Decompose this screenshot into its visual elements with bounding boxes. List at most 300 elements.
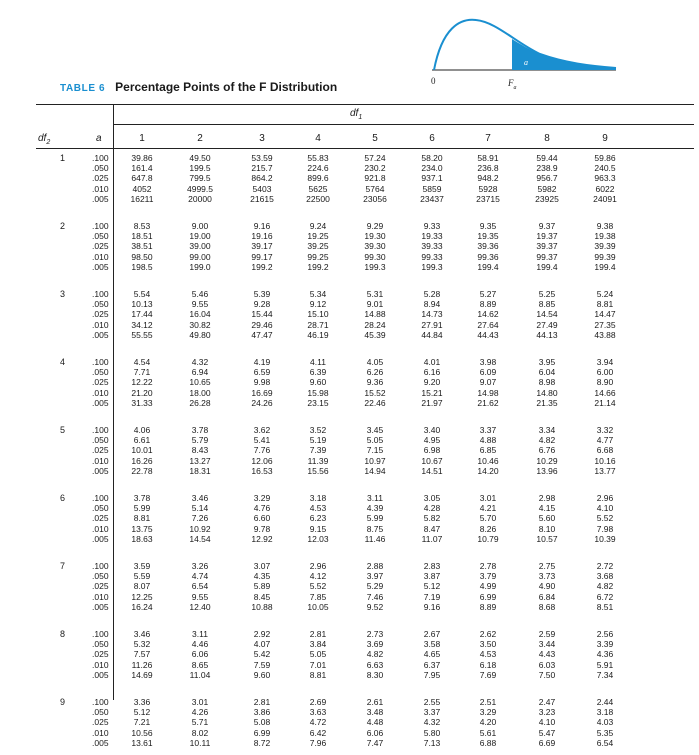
- table-cell-column: [584, 629, 626, 680]
- table-cell-column: [297, 289, 339, 340]
- table-cell: 2.78: [479, 561, 497, 571]
- table-cell: 31.33: [131, 397, 153, 408]
- table-cell-column: [526, 425, 568, 476]
- table-cell: 3.40: [423, 425, 441, 435]
- table-cell: 3.78: [133, 493, 151, 503]
- table-cell: 10.67: [421, 455, 443, 466]
- table-cell: 5.32: [133, 639, 151, 650]
- table-cell: 4.48: [366, 717, 384, 728]
- table-cell: 2.81: [309, 629, 327, 639]
- table-cell: 39.37: [536, 241, 558, 252]
- table-cell: 38.51: [131, 241, 153, 252]
- table-cell: 199.4: [536, 261, 558, 272]
- table-cell: 2.96: [309, 561, 327, 571]
- table-cell: 19.38: [594, 231, 616, 242]
- table-cell-column: [297, 221, 339, 272]
- table-cell: 6.69: [538, 737, 556, 748]
- alpha-values: .100 .050 .025 .010 .005: [92, 221, 109, 272]
- table-cell: 4052: [132, 183, 152, 194]
- table-cell: 2.59: [538, 629, 556, 639]
- table-cell: 2.75: [538, 561, 556, 571]
- table-cell: 6022: [595, 183, 615, 194]
- table-cell: 3.29: [253, 493, 271, 503]
- table-cell: 53.59: [251, 153, 273, 163]
- table-cell-column: [297, 357, 339, 408]
- table-cell: 7.85: [309, 591, 327, 602]
- top-rule: [36, 104, 694, 105]
- table-cell: 4.76: [253, 503, 271, 514]
- table-cell: 4.15: [538, 503, 556, 514]
- table-cell: 5.54: [133, 289, 151, 299]
- table-cell: 3.98: [479, 357, 497, 367]
- table-title: [60, 80, 337, 94]
- df2-label: $df_2$: [38, 133, 51, 146]
- table-cell: 5.70: [479, 513, 497, 524]
- table-cell: 5.52: [309, 581, 327, 592]
- table-cell: 24.26: [251, 397, 273, 408]
- table-cell: 3.07: [253, 561, 271, 571]
- table-cell: 26.28: [189, 397, 211, 408]
- table-cell: 20000: [188, 193, 212, 204]
- table-cell-column: [241, 561, 283, 612]
- table-cell: 22.78: [131, 465, 153, 476]
- table-cell: 10.79: [477, 533, 499, 544]
- table-cell: 99.00: [189, 251, 211, 262]
- table-cell: 5.31: [366, 289, 384, 299]
- table-cell: 23715: [476, 193, 500, 204]
- table-cell: 14.80: [536, 387, 558, 398]
- table-cell: 2.51: [479, 697, 497, 707]
- table-cell: 10.92: [189, 523, 211, 534]
- table-cell: 4.43: [538, 649, 556, 660]
- table-cell-column: [241, 153, 283, 204]
- table-cell: 15.56: [307, 465, 329, 476]
- table-cell: 7.15: [366, 445, 384, 456]
- table-cell-column: [584, 425, 626, 476]
- table-cell: 2.73: [366, 629, 384, 639]
- table-cell: 5.91: [596, 659, 614, 670]
- table-cell: 2.47: [538, 697, 556, 707]
- table-cell: 13.96: [536, 465, 558, 476]
- table-cell: 5.29: [366, 581, 384, 592]
- table-cell: 99.30: [364, 251, 386, 262]
- body-divider: [113, 148, 114, 700]
- table-cell: 8.94: [423, 299, 441, 310]
- table-cell: 4.53: [479, 649, 497, 660]
- table-cell: 6.04: [538, 367, 556, 378]
- table-cell-column: [354, 357, 396, 408]
- table-cell: 39.30: [364, 241, 386, 252]
- table-cell: 18.63: [131, 533, 153, 544]
- table-cell: 4.39: [366, 503, 384, 514]
- table-cell-column: [467, 493, 509, 544]
- table-cell: 5.39: [253, 289, 271, 299]
- table-cell: 8.30: [366, 669, 384, 680]
- table-cell: 4.10: [596, 503, 614, 514]
- table-cell: 5.14: [191, 503, 209, 514]
- table-cell: 19.35: [477, 231, 499, 242]
- table-cell: 5.47: [538, 727, 556, 738]
- table-cell: 14.88: [364, 309, 386, 320]
- table-cell: 8.81: [309, 669, 327, 680]
- table-cell: 7.47: [366, 737, 384, 748]
- table-cell: 9.01: [366, 299, 384, 310]
- table-cell: 99.33: [421, 251, 443, 262]
- table-cell-column: [584, 493, 626, 544]
- table-cell-column: [179, 493, 221, 544]
- table-cell: 49.50: [189, 153, 211, 163]
- table-cell: 8.45: [253, 591, 271, 602]
- table-cell: 3.94: [596, 357, 614, 367]
- table-cell: 14.66: [594, 387, 616, 398]
- table-cell: 3.62: [253, 425, 271, 435]
- table-cell: 5.25: [538, 289, 556, 299]
- table-cell: 13.75: [131, 523, 153, 534]
- table-cell: 5.79: [191, 435, 209, 446]
- table-cell: 921.8: [364, 173, 386, 184]
- table-cell-column: [121, 697, 163, 748]
- table-cell-column: [354, 629, 396, 680]
- table-cell-column: [467, 561, 509, 612]
- table-cell: 5.61: [479, 727, 497, 738]
- table-cell: 215.7: [251, 163, 273, 174]
- table-cell: 4.06: [133, 425, 151, 435]
- table-cell: 8.98: [538, 377, 556, 388]
- table-cell: 5.41: [253, 435, 271, 446]
- area-label: a: [524, 58, 528, 67]
- table-cell-column: [526, 629, 568, 680]
- table-row-group: [0, 629, 699, 687]
- table-cell: 29.46: [251, 319, 273, 330]
- column-header-1: 1: [139, 133, 145, 144]
- table-cell: 5.05: [366, 435, 384, 446]
- table-cell: 8.89: [479, 601, 497, 612]
- table-cell-column: [467, 425, 509, 476]
- table-cell: 5.27: [479, 289, 497, 299]
- table-cell: 10.13: [131, 299, 153, 310]
- table-cell: 7.50: [538, 669, 556, 680]
- table-cell: 10.97: [364, 455, 386, 466]
- table-cell: 7.96: [309, 737, 327, 748]
- origin-label: 0: [431, 76, 436, 86]
- alpha-label: a: [96, 133, 102, 144]
- table-cell: 44.13: [536, 329, 558, 340]
- table-cell: 55.83: [307, 153, 329, 163]
- table-cell: 4.03: [596, 717, 614, 728]
- column-header-3: 3: [259, 133, 265, 144]
- table-cell: 39.33: [421, 241, 443, 252]
- table-cell: 2.55: [423, 697, 441, 707]
- table-cell: 5.19: [309, 435, 327, 446]
- table-cell: 99.39: [594, 251, 616, 262]
- table-cell: 937.1: [421, 173, 443, 184]
- table-cell: 6.09: [479, 367, 497, 378]
- table-cell: 49.80: [189, 329, 211, 340]
- table-cell: 58.20: [421, 153, 443, 163]
- table-cell-column: [584, 289, 626, 340]
- table-cell: 4.82: [366, 649, 384, 660]
- table-row-group: [0, 493, 699, 551]
- table-cell: 9.16: [253, 221, 271, 231]
- table-cell: 8.65: [191, 659, 209, 670]
- table-cell: 6.18: [479, 659, 497, 670]
- table-cell: 3.68: [596, 571, 614, 582]
- alpha-values: .100 .050 .025 .010 .005: [92, 289, 109, 340]
- table-cell: 18.00: [189, 387, 211, 398]
- table-cell: 30.82: [189, 319, 211, 330]
- table-cell-column: [467, 357, 509, 408]
- table-cell: 3.79: [479, 571, 497, 582]
- table-cell-column: [121, 561, 163, 612]
- table-cell: 2.67: [423, 629, 441, 639]
- table-cell: 7.01: [309, 659, 327, 670]
- alpha-values: .100 .050 .025 .010 .005: [92, 629, 109, 680]
- table-cell-column: [584, 561, 626, 612]
- table-cell: 6.72: [596, 591, 614, 602]
- table-cell: 98.50: [131, 251, 153, 262]
- table-cell: 4.53: [309, 503, 327, 514]
- table-cell: 12.40: [189, 601, 211, 612]
- df2-value: 4: [60, 357, 66, 367]
- table-cell-column: [584, 357, 626, 408]
- df2-value: 8: [60, 629, 66, 639]
- table-cell: 3.18: [309, 493, 327, 503]
- table-cell: 799.5: [189, 173, 211, 184]
- alpha-values: .100 .050 .025 .010 .005: [92, 561, 109, 612]
- table-cell: 39.17: [251, 241, 273, 252]
- table-cell: 2.61: [366, 697, 384, 707]
- table-cell-column: [467, 221, 509, 272]
- table-cell: 5.12: [423, 581, 441, 592]
- table-cell: 99.17: [251, 251, 273, 262]
- table-cell: 8.85: [538, 299, 556, 310]
- table-cell: 6.76: [538, 445, 556, 456]
- table-cell: 6.00: [596, 367, 614, 378]
- table-cell: 3.84: [309, 639, 327, 650]
- table-cell: 45.39: [364, 329, 386, 340]
- table-cell: 16.04: [189, 309, 211, 320]
- table-cell: 6.60: [253, 513, 271, 524]
- table-cell-column: [121, 289, 163, 340]
- table-row-group: [0, 425, 699, 483]
- table-cell: 5.60: [538, 513, 556, 524]
- table-cell: 39.36: [477, 241, 499, 252]
- column-header-7: 7: [485, 133, 491, 144]
- table-number: TABLE 6: [60, 83, 106, 94]
- table-cell: 8.51: [596, 601, 614, 612]
- table-cell: 14.98: [477, 387, 499, 398]
- table-cell: 3.11: [192, 629, 208, 639]
- table-cell: 199.4: [594, 261, 616, 272]
- table-cell: 10.29: [536, 455, 558, 466]
- table-cell: 3.29: [479, 707, 497, 718]
- table-cell-column: [411, 697, 453, 748]
- table-cell: 12.03: [307, 533, 329, 544]
- table-cell: 14.69: [131, 669, 153, 680]
- table-cell: 43.88: [594, 329, 616, 340]
- column-header-9: 9: [602, 133, 608, 144]
- table-cell: 161.4: [131, 163, 153, 174]
- table-cell-column: [354, 153, 396, 204]
- table-cell: 2.72: [596, 561, 614, 571]
- table-cell: 4.65: [423, 649, 441, 660]
- table-cell: 8.47: [423, 523, 441, 534]
- table-cell: 6.99: [253, 727, 271, 738]
- table-cell: 10.57: [536, 533, 558, 544]
- table-cell: 5.80: [423, 727, 441, 738]
- table-cell: 9.55: [191, 299, 209, 310]
- table-cell: 3.50: [479, 639, 497, 650]
- table-cell: 8.53: [133, 221, 151, 231]
- column-header-8: 8: [544, 133, 550, 144]
- table-cell: 3.37: [479, 425, 497, 435]
- table-cell: 4.21: [479, 503, 497, 514]
- table-cell-column: [241, 629, 283, 680]
- table-cell: 14.62: [477, 309, 499, 320]
- table-cell: 6.06: [191, 649, 209, 660]
- table-cell-column: [297, 425, 339, 476]
- table-cell: 8.89: [479, 299, 497, 310]
- table-cell: 34.12: [131, 319, 153, 330]
- table-cell: 22.46: [364, 397, 386, 408]
- table-cell: 28.24: [364, 319, 386, 330]
- table-cell: 236.8: [477, 163, 499, 174]
- table-cell: 3.44: [538, 639, 556, 650]
- table-cell: 199.0: [189, 261, 211, 272]
- table-cell: 7.76: [253, 445, 271, 456]
- table-cell-column: [526, 697, 568, 748]
- table-cell-column: [121, 425, 163, 476]
- table-cell-column: [354, 289, 396, 340]
- table-cell: 8.43: [191, 445, 209, 456]
- table-cell: 13.27: [189, 455, 211, 466]
- table-cell-column: [241, 493, 283, 544]
- table-cell: 3.52: [309, 425, 327, 435]
- table-cell: 4.12: [309, 571, 327, 582]
- table-cell: 9.33: [423, 221, 441, 231]
- column-header-5: 5: [372, 133, 378, 144]
- table-cell: 6.85: [479, 445, 497, 456]
- f-label: $F_a$: [508, 78, 517, 91]
- table-cell: 14.47: [594, 309, 616, 320]
- table-cell: 199.3: [421, 261, 443, 272]
- table-cell-column: [179, 629, 221, 680]
- table-cell: 12.25: [131, 591, 153, 602]
- alpha-values: .100 .050 .025 .010 .005: [92, 153, 109, 204]
- table-cell: 8.81: [596, 299, 614, 310]
- table-cell: 4.90: [538, 581, 556, 592]
- table-row-group: [0, 357, 699, 415]
- table-cell: 199.2: [307, 261, 329, 272]
- table-cell: 8.75: [366, 523, 384, 534]
- table-cell: 44.43: [477, 329, 499, 340]
- table-cell: 9.36: [366, 377, 384, 388]
- df2-value: 1: [60, 153, 66, 163]
- table-cell-column: [179, 289, 221, 340]
- table-cell: 4.82: [596, 581, 614, 592]
- table-cell: 4.10: [538, 717, 556, 728]
- alpha-values: .100 .050 .025 .010 .005: [92, 425, 109, 476]
- table-cell: 199.4: [477, 261, 499, 272]
- table-cell-column: [179, 357, 221, 408]
- table-cell: 59.44: [536, 153, 558, 163]
- table-cell: 12.06: [251, 455, 273, 466]
- table-cell: 4.95: [423, 435, 441, 446]
- table-cell: 963.3: [594, 173, 616, 184]
- table-cell: 3.63: [309, 707, 327, 718]
- table-cell-column: [411, 561, 453, 612]
- table-cell: 956.7: [536, 173, 558, 184]
- table-cell: 7.59: [253, 659, 271, 670]
- table-cell: 3.95: [538, 357, 556, 367]
- table-cell: 19.25: [307, 231, 329, 242]
- table-cell: 21.20: [131, 387, 153, 398]
- table-cell: 6.54: [191, 581, 209, 592]
- table-cell: 2.92: [253, 629, 271, 639]
- table-cell: 7.69: [479, 669, 497, 680]
- table-cell: 39.86: [131, 153, 153, 163]
- table-cell: 27.64: [477, 319, 499, 330]
- table-cell: 24091: [593, 193, 617, 204]
- table-cell: 21.14: [594, 397, 616, 408]
- table-cell: 6.26: [366, 367, 384, 378]
- table-cell: 6.63: [366, 659, 384, 670]
- table-cell: 4.82: [538, 435, 556, 446]
- table-cell: 9.29: [366, 221, 384, 231]
- table-cell: 238.9: [536, 163, 558, 174]
- table-cell: 9.24: [309, 221, 327, 231]
- table-cell-column: [411, 153, 453, 204]
- table-cell: 3.34: [538, 425, 556, 435]
- df2-value: 7: [60, 561, 66, 571]
- table-cell: 5.35: [596, 727, 614, 738]
- table-cell-column: [411, 629, 453, 680]
- table-cell: 23925: [535, 193, 559, 204]
- table-cell: 19.00: [189, 231, 211, 242]
- table-cell: 2.83: [423, 561, 441, 571]
- table-cell: 10.46: [477, 455, 499, 466]
- table-cell: 58.91: [477, 153, 499, 163]
- table-cell: 23.15: [307, 397, 329, 408]
- table-cell: 3.59: [133, 561, 151, 571]
- table-cell: 11.39: [307, 455, 329, 466]
- table-cell: 230.2: [364, 163, 386, 174]
- table-cell: 12.92: [251, 533, 273, 544]
- table-cell: 47.47: [251, 329, 273, 340]
- table-cell-column: [526, 221, 568, 272]
- df2-value: 2: [60, 221, 66, 231]
- table-cell: 9.07: [479, 377, 497, 388]
- table-cell-column: [297, 153, 339, 204]
- table-cell-column: [121, 357, 163, 408]
- table-cell: 199.5: [189, 163, 211, 174]
- table-cell: 224.6: [307, 163, 329, 174]
- table-cell-column: [241, 425, 283, 476]
- alpha-values: .100 .050 .025 .010 .005: [92, 697, 109, 748]
- df2-value: 5: [60, 425, 66, 435]
- table-cell: 19.33: [421, 231, 443, 242]
- table-cell: 3.23: [538, 707, 556, 718]
- table-cell-column: [241, 221, 283, 272]
- table-cell: 2.81: [253, 697, 271, 707]
- table-cell: 7.95: [423, 669, 441, 680]
- table-cell: 21.35: [536, 397, 558, 408]
- table-row-group: [0, 289, 699, 347]
- table-cell-column: [584, 221, 626, 272]
- table-cell-column: [584, 153, 626, 204]
- table-cell-column: [584, 697, 626, 748]
- table-cell: 55.55: [131, 329, 153, 340]
